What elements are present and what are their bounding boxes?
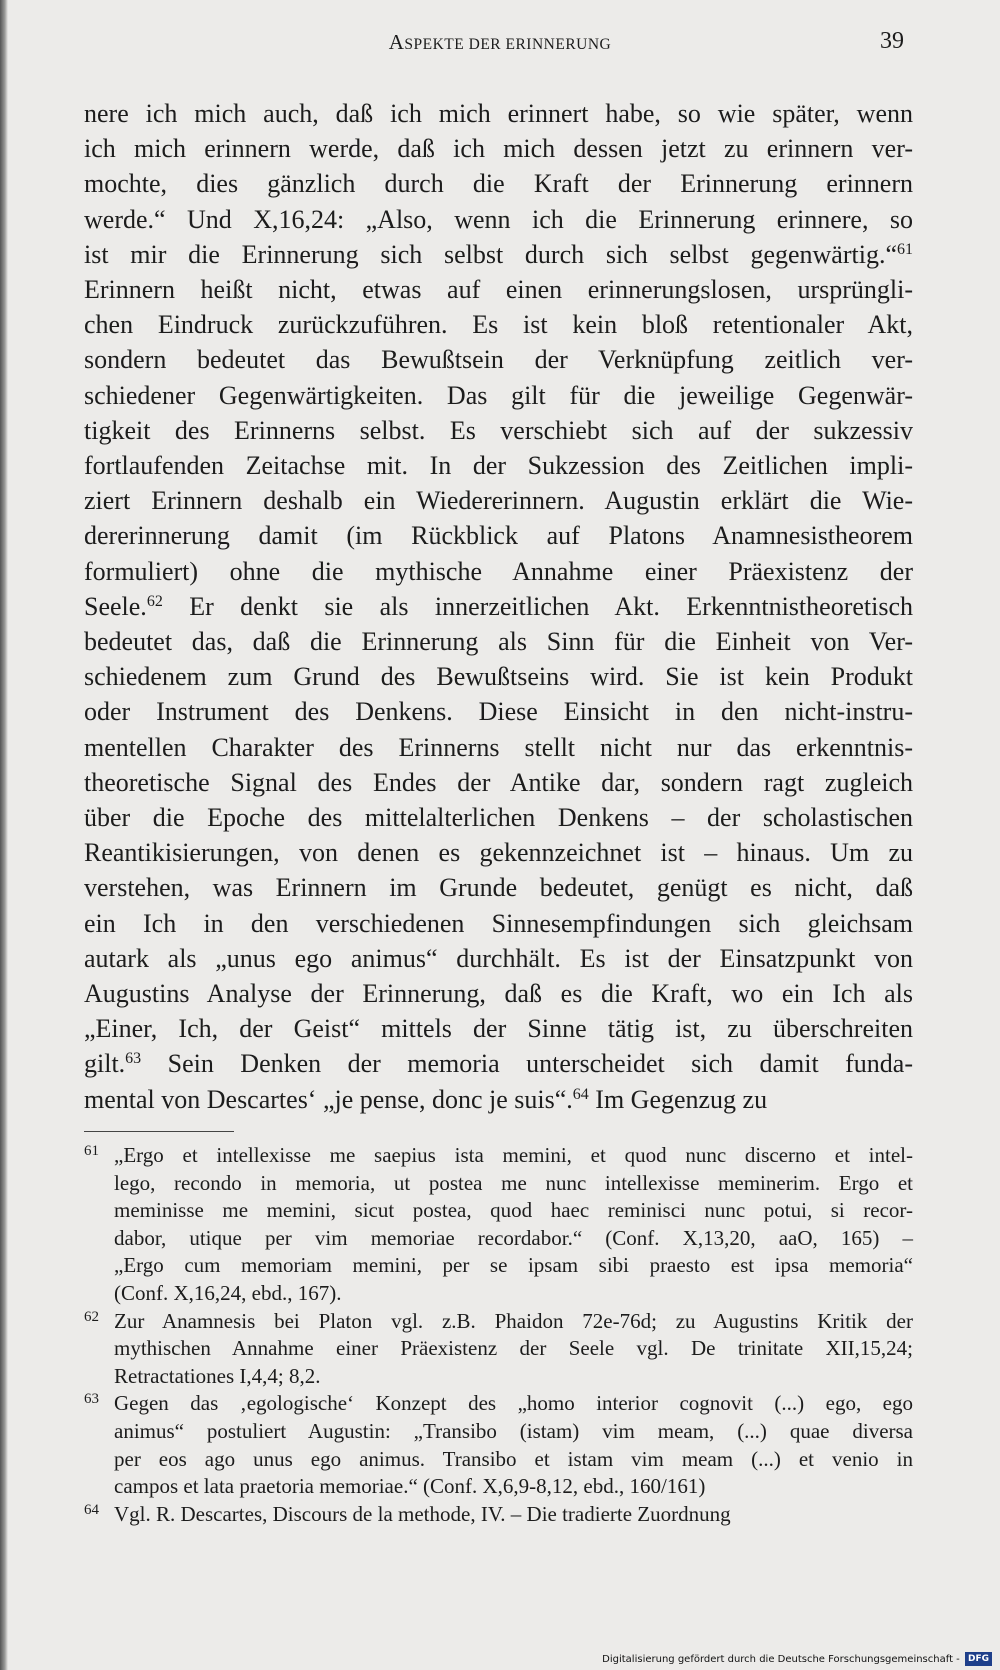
body-line-text: verstehen, was Erinnern im Grunde bedeutet, genügt es nicht, daß xyxy=(84,873,913,903)
body-line-text: formuliert) ohne die mythische Annahme einer Präexistenz der xyxy=(84,556,913,586)
footnote-line: Retractationes I,4,4; 8,2. xyxy=(114,1363,321,1388)
body-line xyxy=(84,413,913,448)
body-line xyxy=(84,800,913,835)
footnote-divider xyxy=(84,1131,234,1132)
body-line xyxy=(84,202,913,237)
footnote-number: 64 xyxy=(84,1501,99,1518)
footnote-line: lego, recondo in memoria, ut postea me nunc intellexisse meminerim. Ergo et xyxy=(114,1170,913,1195)
body-line xyxy=(84,589,913,624)
body-line-text: mochte, dies gänzlich durch die Kraft der Erinnerung erinnern xyxy=(84,169,913,199)
body-line-text: tigkeit des Erinnerns selbst. Es verschiebt sich auf der sukzessiv xyxy=(84,415,913,445)
body-line xyxy=(84,272,913,307)
body-line-text: dererinnerung damit (im Rückblick auf Platons Anamnesistheorem xyxy=(84,521,913,551)
running-head-rest: SPEKTE DER ERINNERUNG xyxy=(404,36,612,53)
body-line xyxy=(84,378,913,413)
body-line-text: Erinnern heißt nicht, etwas auf einen erinnerungslosen, ursprüngli- xyxy=(84,275,913,305)
footnote-ref[interactable]: 61 xyxy=(897,240,913,258)
body-line xyxy=(84,96,913,131)
body-line-text: Im Gegenzug zu xyxy=(588,1084,768,1114)
book-spine-shadow xyxy=(0,0,8,1670)
body-line xyxy=(84,1011,913,1046)
body-line-text: ist mir die Erinnerung sich selbst durch sich selbst gegenwärtig.“ xyxy=(84,239,897,269)
body-line xyxy=(84,307,913,342)
footnote-line: dabor, utique per vim memoriae recordabor.“ (Conf. X,13,20, aaO, 165) – xyxy=(114,1225,913,1250)
footnote-61 xyxy=(84,1142,913,1308)
footnote-ref[interactable]: 63 xyxy=(125,1050,142,1068)
footnote-line: Gegen das ‚egologische‘ Konzept des „homo interior cognovit (...) ego, ego xyxy=(114,1391,913,1416)
body-line-text: ziert Erinnern deshalb ein Wiedererinnern. Augustin erklärt die Wie- xyxy=(84,486,913,516)
dfg-logo: DFG xyxy=(965,1652,992,1666)
body-line xyxy=(84,870,913,905)
body-line-text: autark als „unus ego animus“ durchhält. Es ist der Einsatzpunkt von xyxy=(84,943,913,973)
footnote-line: (Conf. X,16,24, ebd., 167). xyxy=(114,1280,342,1305)
body-line xyxy=(84,342,913,377)
footnote-line: mythischen Annahme einer Präexistenz der Seele vgl. De trinitate XII,15,24; xyxy=(114,1336,913,1361)
body-line xyxy=(84,624,913,659)
body-line-text: ein Ich in den verschiedenen Sinnesempfindungen sich gleichsam xyxy=(84,908,913,938)
footnote-number: 62 xyxy=(84,1308,99,1325)
page-number: 39 xyxy=(880,28,904,54)
body-line-text: gilt. xyxy=(84,1049,126,1079)
body-line-text: über die Epoche des mittelalterlichen Denkens – der scholastischen xyxy=(84,803,913,833)
footnote-number: 63 xyxy=(84,1391,99,1408)
body-line xyxy=(84,694,913,729)
body-line-text: Seele. xyxy=(84,591,147,621)
footnote-64 xyxy=(84,1501,913,1529)
body-line-text: fortlaufenden Zeitachse mit. In der Sukzession des Zeitlichen impli- xyxy=(84,451,913,481)
body-line xyxy=(84,765,913,800)
body-line-text: Er denkt sie als innerzeitlichen Akt. Erkenntnistheoretisch xyxy=(162,591,913,621)
body-line-text: bedeutet das, daß die Erinnerung als Sinn für die Einheit von Ver- xyxy=(84,627,913,657)
running-head-initial: A xyxy=(388,30,405,54)
footnote-line: „Ergo et intellexisse me saepius ista memini, et quod nunc discerno et intel- xyxy=(114,1143,913,1167)
body-line xyxy=(84,483,913,518)
footnote-62 xyxy=(84,1308,913,1391)
body-line-text: mental von Descartes‘ „je pense, donc je suis“. xyxy=(84,1084,573,1114)
footer-credit: Digitalisierung gefördert durch die Deutsche Forschungsgemeinschaft - xyxy=(602,1654,960,1665)
footnote-ref[interactable]: 62 xyxy=(146,592,163,610)
body-line xyxy=(84,730,913,765)
body-line-text: Augustins Analyse der Erinnerung, daß es die Kraft, wo ein Ich als xyxy=(84,979,913,1009)
body-line xyxy=(84,237,913,272)
footnote-line: per eos ago unus ego animus. Transibo et istam vim meam (...) et venio in xyxy=(114,1446,913,1471)
footnote-ref[interactable]: 64 xyxy=(572,1085,589,1103)
body-line-text: oder Instrument des Denkens. Diese Einsicht in den nicht-instru- xyxy=(84,697,913,727)
body-line-text: schiedener Gegenwärtigkeiten. Das gilt für die jeweilige Gegenwär- xyxy=(84,380,913,410)
body-line-text: Sein Denken der memoria unterscheidet sich damit funda- xyxy=(141,1049,913,1079)
body-line xyxy=(84,1046,913,1081)
body-line-text: „Einer, Ich, der Geist“ mittels der Sinne tätig ist, zu überschreiten xyxy=(84,1014,913,1044)
footnote-line: „Ergo cum memoriam memini, per se ipsam sibi praesto est ipsa memoria“ xyxy=(114,1253,913,1278)
body-line-text: sondern bedeutet das Bewußtsein der Verknüpfung zeitlich ver- xyxy=(84,345,913,375)
body-line-text: schiedenem zum Grund des Bewußtseins wird. Sie ist kein Produkt xyxy=(84,662,913,692)
body-line xyxy=(84,941,913,976)
footnote-line: Vgl. R. Descartes, Discours de la methode, IV. – Die tradierte Zuordnung xyxy=(114,1501,731,1526)
footnote-63 xyxy=(84,1390,913,1500)
body-line xyxy=(84,1082,913,1117)
body-line-text: werde.“ Und X,16,24: „Also, wenn ich die Erinnerung erinnere, so xyxy=(84,204,913,234)
body-line-text: ich mich erinnern werde, daß ich mich dessen jetzt zu erinnern ver- xyxy=(84,134,913,164)
body-line-text: theoretische Signal des Endes der Antike dar, sondern ragt zugleich xyxy=(84,767,913,797)
footnote-line: meminisse me memini, sicut postea, quod haec reminisci nunc potui, si recor- xyxy=(114,1198,913,1223)
body-line xyxy=(84,131,913,166)
body-line-text: chen Eindruck zurückzuführen. Es ist kein bloß retentionaler Akt, xyxy=(84,310,913,340)
footnote-number: 61 xyxy=(84,1143,99,1159)
footnote-line: Zur Anamnesis bei Platon vgl. z.B. Phaidon 72e-76d; zu Augustins Kritik der xyxy=(114,1308,913,1333)
body-line-text: mentellen Charakter des Erinnerns stellt nicht nur das erkenntnis- xyxy=(84,732,913,762)
footnote-line: campos et lata praetoria memoriae.“ (Conf. X,6,9-8,12, ebd., 160/161) xyxy=(114,1474,706,1499)
body-line-text: nere ich mich auch, daß ich mich erinnert habe, so wie später, wenn xyxy=(84,99,913,128)
body-line xyxy=(84,835,913,870)
body-line xyxy=(84,976,913,1011)
footnote-line: animus“ postuliert Augustin: „Transibo (istam) vim meam, (...) quae diversa xyxy=(114,1418,913,1443)
body-line xyxy=(84,659,913,694)
body-line xyxy=(84,906,913,941)
body-line xyxy=(84,166,913,201)
body-line xyxy=(84,448,913,483)
digitization-footer xyxy=(0,1652,992,1667)
running-head xyxy=(0,30,1000,55)
main-text xyxy=(84,96,913,1117)
footnotes xyxy=(84,1142,913,1528)
body-line-text: Reantikisierungen, von denen es gekennzeichnet ist – hinaus. Um zu xyxy=(84,838,913,868)
body-line xyxy=(84,554,913,589)
body-line xyxy=(84,518,913,553)
